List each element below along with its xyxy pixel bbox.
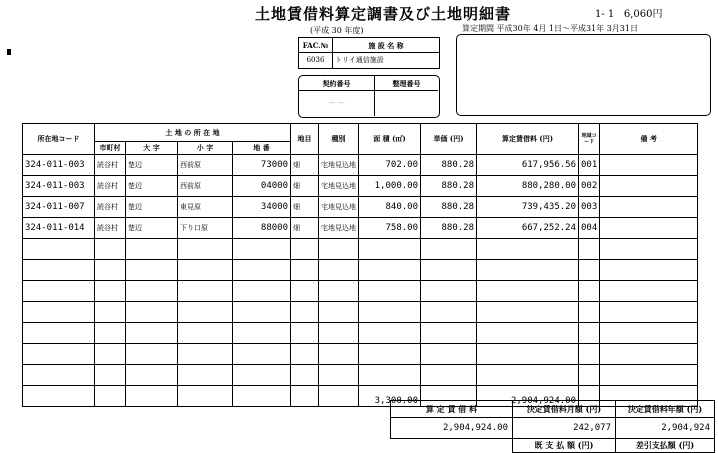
calc-rent-label: 算 定 賃 借 料: [391, 401, 513, 418]
cell-remarks: [600, 260, 698, 281]
cell-oaza: [126, 260, 178, 281]
header-lot-no: 地 番: [233, 142, 291, 155]
calc-period: 算定期間 平成30年 4月 1日〜平成31年 3月31日: [462, 24, 638, 33]
cell-oaza: [126, 386, 178, 407]
cell-price: [421, 365, 477, 386]
cell-koaza: [178, 302, 233, 323]
cell-rent: [477, 302, 579, 323]
cell-koaza: 下り口原: [178, 218, 233, 239]
cell-code: [23, 260, 95, 281]
cell-code: 324-011-007: [23, 197, 95, 218]
cell-cat: [291, 260, 319, 281]
cell-price: [421, 239, 477, 260]
cell-zone: 001: [579, 155, 600, 176]
cell-oaza: 楚辺: [126, 218, 178, 239]
cell-lot: [233, 281, 291, 302]
header-rent: 算定賃借料 (円): [477, 124, 579, 155]
cell-lot: [233, 344, 291, 365]
cell-koaza: 東見原: [178, 197, 233, 218]
cell-price: [421, 323, 477, 344]
contract-no-value: --- ---: [299, 91, 375, 116]
cell-zone: [579, 260, 600, 281]
cell-price: 880.28: [421, 176, 477, 197]
cell-area: [359, 281, 421, 302]
cell-oaza: 楚辺: [126, 197, 178, 218]
calc-rent-value: 2,904,924.00: [391, 418, 513, 439]
cell-oaza: [126, 302, 178, 323]
land-table: [22, 123, 698, 407]
cell-cat: [291, 281, 319, 302]
cell-kind: [319, 281, 359, 302]
cell-city: [95, 260, 126, 281]
table-row: [23, 197, 698, 218]
cell-kind: [319, 323, 359, 344]
cell-oaza: [126, 323, 178, 344]
cell-city: 読谷村: [95, 155, 126, 176]
table-row: [23, 344, 698, 365]
cell-rent: [477, 260, 579, 281]
cell-lot: 04000: [233, 176, 291, 197]
cell-kind: [319, 386, 359, 407]
cell-cat: 畑: [291, 176, 319, 197]
cell-rent: [477, 365, 579, 386]
page-number-total: [595, 5, 662, 20]
header-unit-price: 単価 (円): [421, 124, 477, 155]
cell-lot: 34000: [233, 197, 291, 218]
cell-area: 840.00: [359, 197, 421, 218]
cell-rent: 2,904,924.00: [477, 386, 579, 407]
cell-lot: [233, 239, 291, 260]
cell-zone: [579, 323, 600, 344]
cell-city: 読谷村: [95, 218, 126, 239]
cell-area: [359, 365, 421, 386]
cell-cat: [291, 344, 319, 365]
cell-kind: [319, 365, 359, 386]
cell-cat: [291, 302, 319, 323]
cell-price: 880.28: [421, 155, 477, 176]
cell-area: [359, 323, 421, 344]
cell-remarks: [600, 155, 698, 176]
cell-city: [95, 344, 126, 365]
fac-no-value: 6036: [299, 53, 333, 68]
cell-remarks: [600, 323, 698, 344]
cell-lot: 88000: [233, 218, 291, 239]
document-title: 土地賃借料算定調書及び土地明細書: [255, 5, 512, 23]
header-location: 土 地 の 所 在 地: [95, 124, 291, 142]
cell-rent: 880,280.00: [477, 176, 579, 197]
annual-value: 2,904,924: [616, 418, 715, 439]
cell-lot: [233, 260, 291, 281]
cell-zone: [579, 344, 600, 365]
cell-area: [359, 302, 421, 323]
cell-kind: [319, 302, 359, 323]
cell-price: [421, 302, 477, 323]
cell-remarks: [600, 197, 698, 218]
cell-koaza: [178, 260, 233, 281]
fac-name-label: 施 設 名 称: [333, 38, 439, 53]
cell-koaza: 西前原: [178, 176, 233, 197]
cell-remarks: [600, 302, 698, 323]
header-oaza: 大 字: [126, 142, 178, 155]
cell-city: [95, 365, 126, 386]
cell-remarks: [600, 281, 698, 302]
cell-rent: 667,252.24: [477, 218, 579, 239]
cell-code: 324-011-003: [23, 176, 95, 197]
cell-rent: [477, 281, 579, 302]
cell-area: 1,000.00: [359, 176, 421, 197]
contract-no-label: 契約番号: [299, 76, 375, 91]
cell-kind: 宅地見込地: [319, 155, 359, 176]
notes-box: [456, 34, 711, 116]
cell-zone: 003: [579, 197, 600, 218]
cell-area: 3,300.00: [359, 386, 421, 407]
cell-lot: [233, 302, 291, 323]
total-amount: 6,060円: [623, 9, 663, 20]
cell-city: [95, 302, 126, 323]
facility-box: [298, 37, 440, 69]
cell-zone: 002: [579, 176, 600, 197]
cell-zone: [579, 302, 600, 323]
cell-zone: 004: [579, 218, 600, 239]
contract-box: [298, 75, 440, 118]
fiscal-year: (平成 30 年度): [310, 26, 364, 35]
header-koaza: 小 字: [178, 142, 233, 155]
table-row: [23, 218, 698, 239]
cell-rent: [477, 323, 579, 344]
table-row: [23, 302, 698, 323]
cell-zone: [579, 239, 600, 260]
deduct-label: 差引支払額 (円): [616, 439, 715, 453]
cell-cat: 畑: [291, 197, 319, 218]
table-row: [23, 239, 698, 260]
cell-koaza: [178, 365, 233, 386]
cell-area: [359, 239, 421, 260]
fac-name-value: トリイ通信施設: [335, 56, 384, 64]
fac-no-label: FAC.№: [299, 38, 333, 53]
cell-code: [23, 365, 95, 386]
cell-koaza: 西前原: [178, 155, 233, 176]
cell-kind: 宅地見込地: [319, 197, 359, 218]
cell-price: 880.28: [421, 197, 477, 218]
cell-code: 324-011-003: [23, 155, 95, 176]
cell-lot: [233, 365, 291, 386]
cell-area: 702.00: [359, 155, 421, 176]
table-row: [23, 155, 698, 176]
cell-code: [23, 239, 95, 260]
header-type: 種別: [319, 124, 359, 155]
cell-zone: [579, 365, 600, 386]
cell-remarks: [600, 344, 698, 365]
table-row: [23, 281, 698, 302]
cell-lot: [233, 323, 291, 344]
cell-rent: [477, 344, 579, 365]
annual-label: 決定賃借料年額 (円): [616, 401, 715, 418]
cell-oaza: 楚辺: [126, 155, 178, 176]
cell-city: [95, 239, 126, 260]
cell-oaza: 楚辺: [126, 176, 178, 197]
cell-code: [23, 281, 95, 302]
header-zone-code: 地域コード: [579, 124, 600, 155]
cell-code: 324-011-014: [23, 218, 95, 239]
monthly-label: 決定賃借料月額 (円): [513, 401, 616, 418]
table-row: [23, 176, 698, 197]
cell-price: [421, 344, 477, 365]
cell-code: [23, 323, 95, 344]
cell-kind: 宅地見込地: [319, 218, 359, 239]
cell-lot: [233, 386, 291, 407]
cell-area: 758.00: [359, 218, 421, 239]
cell-remarks: [600, 176, 698, 197]
cell-kind: [319, 344, 359, 365]
cell-rent: [477, 239, 579, 260]
header-land-category: 地目: [291, 124, 319, 155]
cell-area: [359, 344, 421, 365]
registration-mark: [7, 49, 11, 55]
cell-city: [95, 323, 126, 344]
cell-cat: 畑: [291, 155, 319, 176]
cell-koaza: [178, 386, 233, 407]
cell-city: [95, 281, 126, 302]
cell-price: [421, 260, 477, 281]
cell-oaza: [126, 344, 178, 365]
cell-area: [359, 260, 421, 281]
cell-city: [95, 386, 126, 407]
cell-kind: [319, 260, 359, 281]
table-row: [23, 260, 698, 281]
cell-cat: [291, 239, 319, 260]
cell-oaza: [126, 281, 178, 302]
cell-koaza: [178, 344, 233, 365]
cell-code: [23, 302, 95, 323]
prepaid-label: 既 支 払 額 (円): [513, 439, 616, 453]
cell-oaza: [126, 365, 178, 386]
cell-remarks: [600, 218, 698, 239]
arrange-no-label: 整理番号: [375, 76, 438, 91]
cell-oaza: [126, 239, 178, 260]
cell-zone: [579, 281, 600, 302]
cell-kind: [319, 239, 359, 260]
cell-cat: [291, 323, 319, 344]
table-row: [23, 365, 698, 386]
cell-lot: 73000: [233, 155, 291, 176]
header-area: 面 積 (㎡): [359, 124, 421, 155]
cell-remarks: [600, 239, 698, 260]
header-municipality: 市町村: [95, 142, 126, 155]
cell-price: 880.28: [421, 218, 477, 239]
cell-koaza: [178, 281, 233, 302]
monthly-value: 242,077: [513, 418, 616, 439]
cell-code: [23, 386, 95, 407]
cell-koaza: [178, 239, 233, 260]
cell-rent: 739,435.20: [477, 197, 579, 218]
cell-city: 読谷村: [95, 197, 126, 218]
cell-price: [421, 281, 477, 302]
cell-remarks: [600, 365, 698, 386]
cell-kind: 宅地見込地: [319, 176, 359, 197]
page-number: 1- 1: [595, 9, 615, 20]
cell-koaza: [178, 323, 233, 344]
totals-table: [390, 400, 715, 453]
cell-rent: 617,956.56: [477, 155, 579, 176]
header-remarks: 備 考: [600, 124, 698, 155]
cell-city: 読谷村: [95, 176, 126, 197]
header-location-code: 所在地コード: [23, 124, 95, 155]
cell-cat: 畑: [291, 218, 319, 239]
table-row: [23, 323, 698, 344]
cell-cat: [291, 365, 319, 386]
cell-code: [23, 344, 95, 365]
cell-cat: [291, 386, 319, 407]
